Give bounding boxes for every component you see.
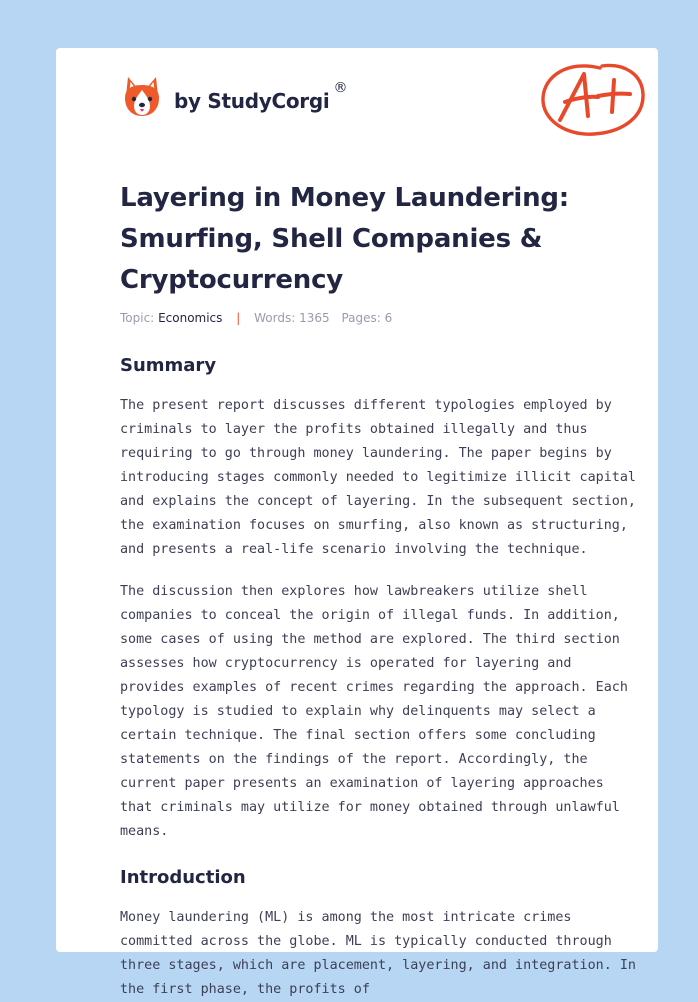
- registered-mark: ®: [333, 80, 348, 96]
- introduction-paragraph: Money laundering (ML) is among the most intricate crimes committed across the globe. ML is typically conducted through three stages, which are placement, layering, and integration. In the first phase, the profits of: [120, 910, 636, 997]
- summary-paragraph: The discussion then explores how lawbreakers utilize shell companies to conceal the origin of illegal funds. In addition, some cases of using the method are explored. The third section assesses how cryptocurrency is operated for layering and provides examples of recent crimes regarding the approach. Each typology is studied to explain why delinquents may select a certain technique. The final section offers some concluding statements on the findings of the report. Accordingly, the current paper presents an examination of layering approaches that criminals may utilize for money obtained through unlawful means.: [120, 584, 628, 839]
- page-count: Pages: 6: [341, 311, 393, 325]
- studycorgi-logo[interactable]: [122, 76, 347, 120]
- topic-label: Topic:: [120, 311, 155, 325]
- summary-heading: Summary: [120, 355, 217, 376]
- corgi-logo-icon: [122, 76, 162, 120]
- introduction-heading: Introduction: [120, 867, 246, 888]
- topic-link[interactable]: Economics: [158, 311, 223, 325]
- document-meta: [120, 311, 392, 325]
- document-card: [56, 48, 658, 997]
- meta-separator: |: [236, 311, 241, 325]
- summary-paragraph: The present report discusses different typologies employed by criminals to layer the profits obtained illegally and thus requiring to go through money laundering. The paper begins by introducing stages commonly needed to legitimize illicit capital and explains the concept of layering. In the subsequent section, the examination focuses on smurfing, also known as structuring, and presents a real-life scenario involving the technique.: [120, 398, 636, 557]
- brand-name: by StudyCorgi: [174, 89, 330, 113]
- page-title: Layering in Money Laundering: Smurfing, Shell Companies & Cryptocurrency: [120, 183, 569, 295]
- a-plus-grade: [538, 58, 648, 145]
- word-count: Words: 1365: [254, 311, 330, 325]
- document-body: [120, 352, 636, 1002]
- a-plus-grade-icon: [538, 58, 648, 140]
